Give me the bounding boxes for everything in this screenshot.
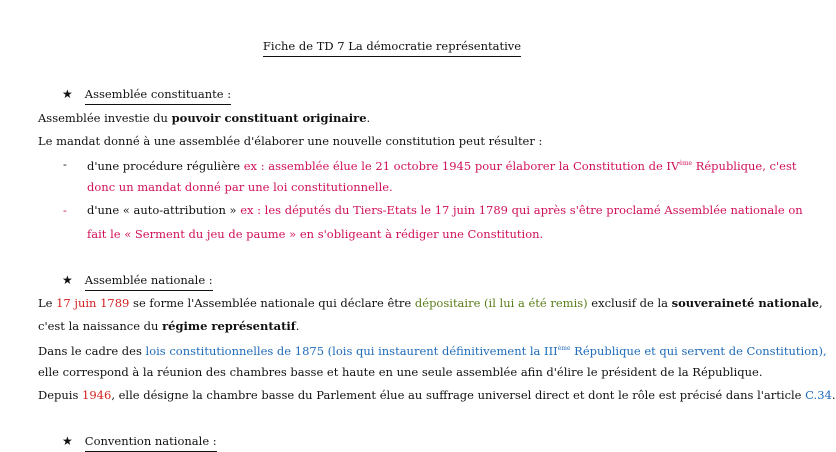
- paragraph: Assemblée investie du pouvoir constituant originaire.: [38, 111, 371, 125]
- paragraph: elle correspond à la réunion des chambres basse et haute en une seule assemblée afin d'élire le président de la République.: [38, 365, 763, 379]
- paragraph: Le 17 juin 1789 se forme l'Assemblée nationale qui déclare être dépositaire (il lui a été remis) exclusif de la souveraineté nationale,: [38, 296, 823, 310]
- section-heading-constituante: ★ Assemblée constituante :: [62, 86, 231, 102]
- paragraph: Dans le cadre des lois constitutionnelles de 1875 (lois qui instaurent définitivement la IIIème République et qui servent de Constitution),: [38, 344, 827, 358]
- section-heading-nationale: ★ Assemblée nationale :: [62, 272, 213, 288]
- page-title: Fiche de TD 7 La démocratie représentative: [0, 38, 784, 54]
- section-heading-convention: ★ Convention nationale :: [62, 433, 217, 449]
- list-item-continuation: donc un mandat donné par une loi constitutionnelle.: [87, 180, 393, 194]
- star-icon: ★: [62, 87, 73, 101]
- paragraph: Le mandat donné à une assemblée d'élaborer une nouvelle constitution peut résulter :: [38, 134, 543, 148]
- star-icon: ★: [62, 273, 73, 287]
- star-icon: ★: [62, 434, 73, 448]
- dash-bullet: -: [63, 203, 67, 217]
- dash-bullet: -: [63, 157, 67, 171]
- paragraph: c'est la naissance du régime représentatif.: [38, 319, 300, 333]
- list-item-continuation: fait le « Serment du jeu de paume » en s'obligeant à rédiger une Constitution.: [87, 227, 544, 241]
- paragraph: Depuis 1946, elle désigne la chambre basse du Parlement élue au suffrage universel direct et dont le rôle est précisé dans l'article C.34.: [38, 388, 836, 402]
